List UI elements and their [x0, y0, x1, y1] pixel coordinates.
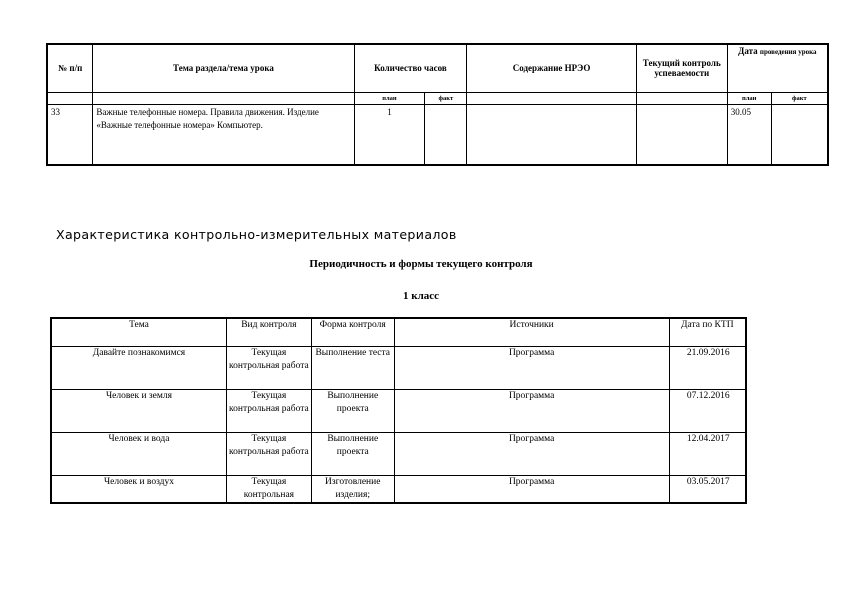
cell-date: 07.12.2016 — [669, 390, 746, 433]
cell-form: Изготовление изделия; — [311, 476, 394, 504]
table-row — [51, 476, 746, 504]
cell-form: Выполнение теста — [311, 347, 394, 390]
row-content — [467, 104, 637, 165]
plan-header-row — [47, 44, 828, 92]
header-kind: Вид контроля — [226, 318, 311, 347]
lesson-plan-table — [46, 43, 829, 166]
row-control — [636, 104, 727, 165]
cell-date: 21.09.2016 — [669, 347, 746, 390]
cell-sources: Программа — [394, 476, 669, 504]
sub-heading: Периодичность и формы текущего контроля — [309, 258, 533, 270]
header-date — [727, 44, 828, 92]
row-date-plan: 30.05 — [727, 104, 771, 165]
cell-kind: Текущая контрольная работа — [226, 433, 311, 476]
table-row — [51, 347, 746, 390]
cell-theme: Давайте познакомимся — [51, 347, 226, 390]
header-content: Содержание НРЭО — [467, 44, 637, 92]
cell-form: Выполнение проекта — [311, 433, 394, 476]
header-num: № п/п — [47, 44, 93, 92]
cell-kind: Текущая контрольная — [226, 476, 311, 504]
row-hours-fact — [425, 104, 467, 165]
header-ktp-date: Дата по КТП — [669, 318, 746, 347]
header-control: Текущий контроль успеваемости — [636, 44, 727, 92]
header-form: Форма контроля — [311, 318, 394, 347]
table-row — [51, 433, 746, 476]
row-date-fact — [771, 104, 828, 165]
cell-sources: Программа — [394, 390, 669, 433]
row-num: 33 — [47, 104, 93, 165]
table-row — [47, 104, 828, 165]
section-heading: Характеристика контрольно-измерительных материалов — [56, 227, 457, 242]
subheader-plan: план — [354, 92, 425, 104]
cell-sources: Программа — [394, 347, 669, 390]
row-topic: Важные телефонные номера. Правила движения. Изделие «Важные телефонные номера» Компьютер. — [93, 104, 354, 165]
cell-theme: Человек и воздух — [51, 476, 226, 504]
cell-date: 03.05.2017 — [669, 476, 746, 504]
subheader-fact-date: факт — [771, 92, 828, 104]
cell-theme: Человек и земля — [51, 390, 226, 433]
cell-kind: Текущая контрольная работа — [226, 347, 311, 390]
header-theme: Тема — [51, 318, 226, 347]
header-sources: Источники — [394, 318, 669, 347]
cell-form: Выполнение проекта — [311, 390, 394, 433]
cell-date: 12.04.2017 — [669, 433, 746, 476]
row-hours-plan: 1 — [354, 104, 425, 165]
plan-subheader-row — [47, 92, 828, 104]
header-topic: Тема раздела/тема урока — [93, 44, 354, 92]
header-date-main: Дата — [738, 46, 758, 56]
grade-heading: 1 класс — [402, 290, 440, 302]
header-hours: Количество часов — [354, 44, 467, 92]
subheader-plan-date: план — [727, 92, 771, 104]
cell-sources: Программа — [394, 433, 669, 476]
header-date-tail: проведения урока — [759, 48, 817, 56]
table-row — [51, 390, 746, 433]
subheader-fact: факт — [425, 92, 467, 104]
control-table — [50, 317, 747, 504]
cell-kind: Текущая контрольная работа — [226, 390, 311, 433]
cell-theme: Человек и вода — [51, 433, 226, 476]
control-header-row — [51, 318, 746, 347]
